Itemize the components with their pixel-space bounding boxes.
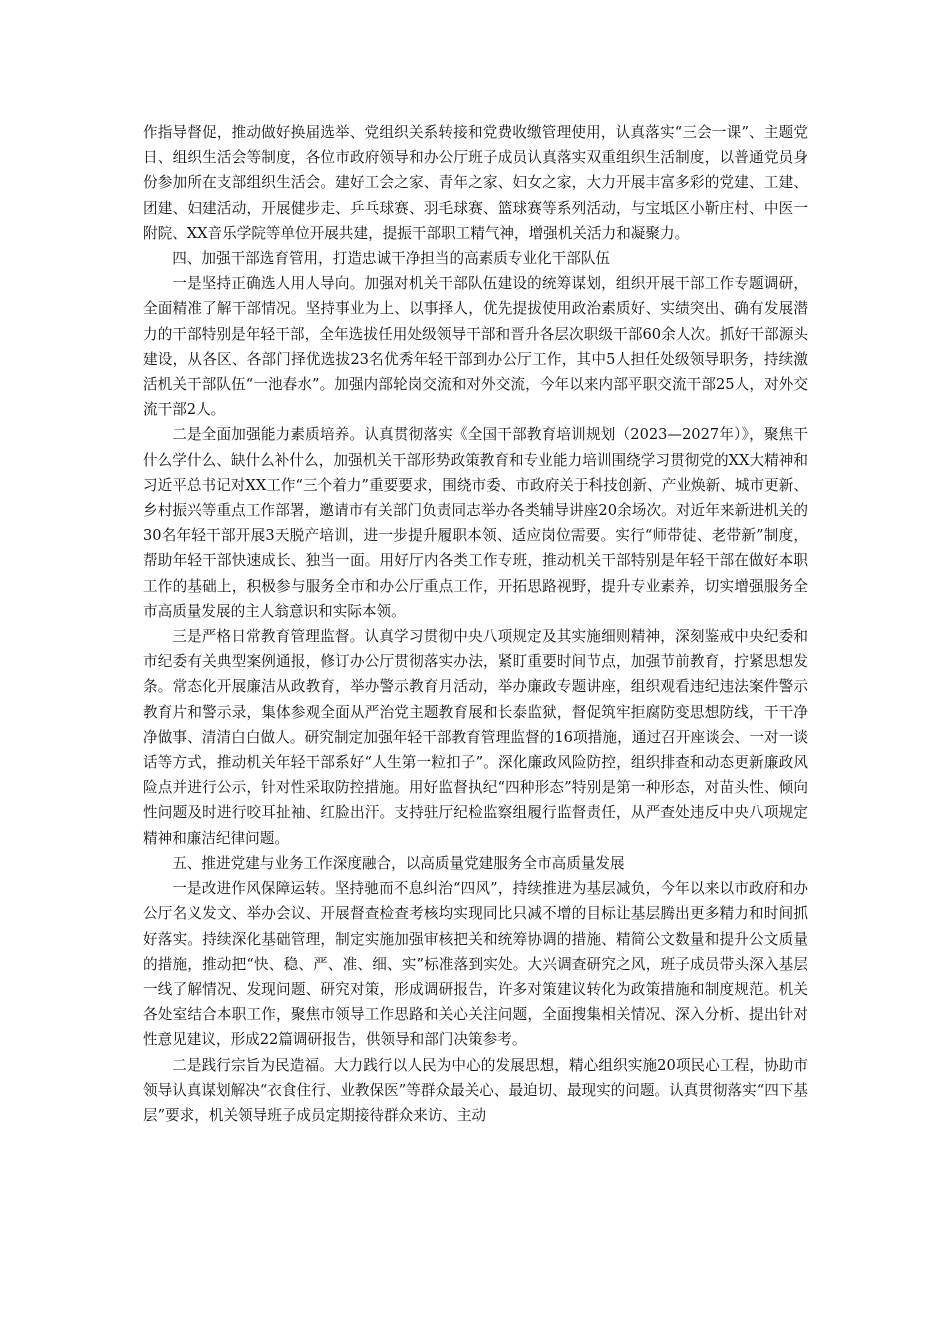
paragraph-party-building-continued: 作指导督促，推动做好换届选举、党组织关系转接和党费收缴管理使用，认真落实“三会一课”、主题党日、组织生活会等制度，各位市政府领导和办公厅班子成员认真落实双重组织生活制度，以普通党员身份参加所在支部组织生活会。建好工会之家、青年之家、妇女之家，大力开展丰富多彩的党建、工建、团建、妇建活动，开展健步走、乒乓球赛、羽毛球赛、篮球赛等系列活动，与宝坻区小靳庄村、中医一附院、XX音乐学院等单位开展共建，提振干部职工精气神，增强机关活力和凝聚力。 <box>143 124 808 242</box>
paragraph-capability-training: 二是全面加强能力素质培养。认真贯彻落实《全国干部教育培训规划（2023—2027年）》，聚焦干什么学什么、缺什么补什么，加强机关干部形势政策教育和专业能力培训围绕学习贯彻党的XX大精神和习近平总书记对XX工作“三个着力”重要要求，围绕市委、市政府关于科技创新、产业焕新、城市更新、乡村振兴等重点工作部署，邀请市有关部门负责同志举办各类辅导讲座20余场次。对近年来新进机关的30名年轻干部开展3天脱产培训，进一步提升履职本领、适应岗位需要。实行“师带徒、老带新”制度，帮助年轻干部快速成长、独当一面。用好厅内各类工作专班，推动机关干部特别是年轻干部在做好本职工作的基础上，积极参与服务全市和办公厅重点工作，开拓思路视野，提升专业素养，切实增强服务全市高质量发展的主人翁意识和实际本领。 <box>143 426 808 620</box>
section-heading-four: 四、加强干部选育管用，打造忠诚干净担当的高素质专业化干部队伍 <box>172 250 611 268</box>
document-page <box>143 120 808 1128</box>
paragraph-serve-people: 二是践行宗旨为民造福。大力践行以人民为中心的发展思想，精心组织实施20项民心工程，协助市领导认真谋划解决“衣食住行、业教保医”等群众最关心、最迫切、最现实的问题。认真贯彻落实“四下基层”要求，机关领导班子成员定期接待群众来访、主动 <box>143 1056 808 1124</box>
section-heading-five: 五、推进党建与业务工作深度融合，以高质量党建服务全市高质量发展 <box>172 854 625 872</box>
paragraph-daily-supervision: 三是严格日常教育管理监督。认真学习贯彻中央八项规定及其实施细则精神，深刻鉴戒中央纪委和市纪委有关典型案例通报，修订办公厅贯彻落实办法，紧盯重要时间节点，加强节前教育，拧紧思想发条。常态化开展廉洁从政教育，举办警示教育月活动，举办廉政专题讲座，组织观看违纪违法案件警示教育片和警示录，集体参观全面从严治党主题教育展和长泰监狱，督促筑牢拒腐防变思想防线，干干净净做事、清清白白做人。研究制定加强年轻干部教育管理监督的16项措施，通过召开座谈会、一对一谈话等方式，推动机关年轻干部系好“人生第一粒扣子”。深化廉政风险防控，组织排查和动态更新廉政风险点并进行公示，针对性采取防控措施。用好监督执纪“四种形态”特别是第一种形态，对苗头性、倾向性问题及时进行咬耳扯袖、红脸出汗。支持驻厅纪检监察组履行监督责任，从严查处违反中央八项规定精神和廉洁纪律问题。 <box>143 628 808 847</box>
paragraph-cadre-selection: 一是坚持正确选人用人导向。加强对机关干部队伍建设的统筹谋划，组织开展干部工作专题调研，全面精准了解干部情况。坚持事业为上、以事择人，优先提拔使用政治素质好、实绩突出、确有发展潜力的干部特别是年轻干部，全年选拔任用处级领导干部和晋升各层次职级干部60余人次。抓好干部源头建设，从各区、各部门择优选拔23名优秀年轻干部到办公厅工作，其中5人担任处级领导职务，持续激活机关干部队伍“一池春水”。加强内部轮岗交流和对外交流，今年以来内部平职交流干部25人，对外交流干部2人。 <box>143 275 808 419</box>
paragraph-work-style: 一是改进作风保障运转。坚持驰而不息纠治“四风”，持续推进为基层减负，今年以来以市政府和办公厅名义发文、举办会议、开展督查检查考核均实现同比只减不增的目标让基层腾出更多精力和时间抓好落实。持续深化基础管理，制定实施加强审核把关和统筹协调的措施、精简公文数量和提升公文质量的措施，推动把“快、稳、严、准、细、实”标准落到实处。大兴调查研究之风，班子成员带头深入基层一线了解情况、发现问题、研究对策，形成调研报告，许多对策建议转化为政策措施和制度规范。机关各处室结合本职工作，聚焦市领导工作思路和关心关注问题，全面搜集相关情况、深入分析、提出针对性意见建议，形成22篇调研报告，供领导和部门决策参考。 <box>143 880 808 1049</box>
